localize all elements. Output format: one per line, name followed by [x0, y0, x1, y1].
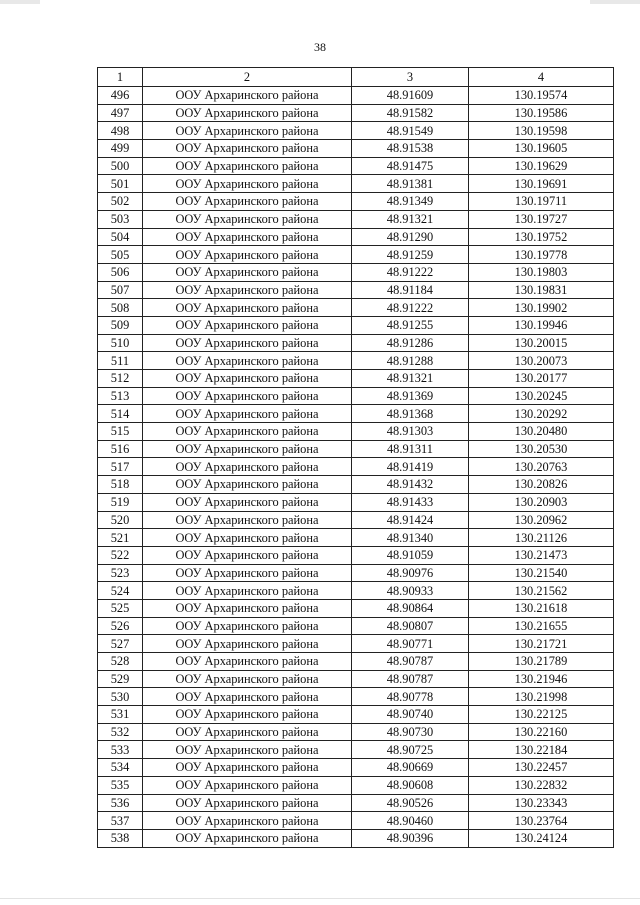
cell-number: 534: [98, 759, 143, 777]
cell-name: ООУ Архаринского района: [143, 210, 352, 228]
cell-longitude: 130.22160: [469, 723, 614, 741]
cell-name: ООУ Архаринского района: [143, 599, 352, 617]
cell-longitude: 130.22457: [469, 759, 614, 777]
cell-number: 535: [98, 776, 143, 794]
page-number: 38: [314, 40, 326, 54]
cell-number: 521: [98, 529, 143, 547]
table-row: [98, 193, 614, 211]
cell-number: 528: [98, 653, 143, 671]
cell-number: 530: [98, 688, 143, 706]
table-row: [98, 122, 614, 140]
cell-latitude: 48.90976: [352, 564, 469, 582]
cell-number: 520: [98, 511, 143, 529]
table-row: [98, 635, 614, 653]
cell-number: 525: [98, 599, 143, 617]
table-row: [98, 670, 614, 688]
table-row: [98, 546, 614, 564]
cell-longitude: 130.22832: [469, 776, 614, 794]
cell-number: 532: [98, 723, 143, 741]
cell-latitude: 48.91424: [352, 511, 469, 529]
cell-name: ООУ Архаринского района: [143, 776, 352, 794]
cell-name: ООУ Архаринского района: [143, 352, 352, 370]
cell-latitude: 48.91419: [352, 458, 469, 476]
cell-name: ООУ Архаринского района: [143, 263, 352, 281]
column-header-latitude: 3: [352, 68, 469, 87]
cell-name: ООУ Архаринского района: [143, 281, 352, 299]
table-row: [98, 564, 614, 582]
cell-name: ООУ Архаринского района: [143, 653, 352, 671]
cell-longitude: 130.20292: [469, 405, 614, 423]
table-row: [98, 511, 614, 529]
cell-longitude: 130.22125: [469, 706, 614, 724]
table-row: [98, 281, 614, 299]
cell-number: 506: [98, 263, 143, 281]
cell-number: 524: [98, 582, 143, 600]
cell-name: ООУ Архаринского района: [143, 635, 352, 653]
cell-name: ООУ Архаринского района: [143, 193, 352, 211]
cell-name: ООУ Архаринского района: [143, 723, 352, 741]
cell-number: 527: [98, 635, 143, 653]
cell-number: 538: [98, 829, 143, 847]
cell-latitude: 48.90864: [352, 599, 469, 617]
cell-name: ООУ Архаринского района: [143, 741, 352, 759]
cell-name: ООУ Архаринского района: [143, 228, 352, 246]
cell-number: 519: [98, 493, 143, 511]
cell-number: 536: [98, 794, 143, 812]
cell-name: ООУ Архаринского района: [143, 493, 352, 511]
cell-latitude: 48.90807: [352, 617, 469, 635]
cell-latitude: 48.90771: [352, 635, 469, 653]
cell-longitude: 130.19598: [469, 122, 614, 140]
cell-latitude: 48.90933: [352, 582, 469, 600]
cell-name: ООУ Архаринского района: [143, 564, 352, 582]
table-row: [98, 759, 614, 777]
cell-number: 537: [98, 812, 143, 830]
cell-number: 523: [98, 564, 143, 582]
cell-name: ООУ Архаринского района: [143, 157, 352, 175]
cell-longitude: 130.19586: [469, 104, 614, 122]
cell-latitude: 48.91303: [352, 423, 469, 441]
cell-number: 505: [98, 246, 143, 264]
cell-latitude: 48.90396: [352, 829, 469, 847]
cell-number: 513: [98, 387, 143, 405]
cell-longitude: 130.20530: [469, 440, 614, 458]
cell-latitude: 48.91368: [352, 405, 469, 423]
cell-name: ООУ Архаринского района: [143, 546, 352, 564]
cell-latitude: 48.91311: [352, 440, 469, 458]
cell-name: ООУ Архаринского района: [143, 476, 352, 494]
cell-longitude: 130.19629: [469, 157, 614, 175]
cell-name: ООУ Архаринского района: [143, 617, 352, 635]
cell-number: 510: [98, 334, 143, 352]
cell-number: 508: [98, 299, 143, 317]
cell-latitude: 48.91259: [352, 246, 469, 264]
table-row: [98, 228, 614, 246]
cell-latitude: 48.90787: [352, 670, 469, 688]
cell-name: ООУ Архаринского района: [143, 812, 352, 830]
cell-number: 522: [98, 546, 143, 564]
table-row: [98, 299, 614, 317]
table-row: [98, 334, 614, 352]
cell-longitude: 130.23764: [469, 812, 614, 830]
cell-longitude: 130.19902: [469, 299, 614, 317]
cell-latitude: 48.90526: [352, 794, 469, 812]
cell-number: 500: [98, 157, 143, 175]
table-row: [98, 741, 614, 759]
cell-longitude: 130.21655: [469, 617, 614, 635]
cell-name: ООУ Архаринского района: [143, 316, 352, 334]
table-row: [98, 210, 614, 228]
cell-longitude: 130.21721: [469, 635, 614, 653]
cell-number: 514: [98, 405, 143, 423]
cell-longitude: 130.19752: [469, 228, 614, 246]
cell-latitude: 48.90460: [352, 812, 469, 830]
cell-name: ООУ Архаринского района: [143, 670, 352, 688]
cell-name: ООУ Архаринского района: [143, 582, 352, 600]
table-row: [98, 493, 614, 511]
cell-latitude: 48.91349: [352, 193, 469, 211]
cell-longitude: 130.19727: [469, 210, 614, 228]
cell-latitude: 48.91290: [352, 228, 469, 246]
cell-latitude: 48.90608: [352, 776, 469, 794]
cell-longitude: 130.21473: [469, 546, 614, 564]
cell-latitude: 48.91321: [352, 210, 469, 228]
cell-number: 515: [98, 423, 143, 441]
cell-longitude: 130.20073: [469, 352, 614, 370]
cell-number: 533: [98, 741, 143, 759]
table-row: [98, 387, 614, 405]
cell-longitude: 130.21789: [469, 653, 614, 671]
cell-latitude: 48.91286: [352, 334, 469, 352]
table-row: [98, 653, 614, 671]
cell-longitude: 130.19574: [469, 87, 614, 105]
table-row: [98, 723, 614, 741]
cell-longitude: 130.20245: [469, 387, 614, 405]
cell-number: 531: [98, 706, 143, 724]
cell-latitude: 48.91222: [352, 299, 469, 317]
table-row: [98, 794, 614, 812]
cell-latitude: 48.91381: [352, 175, 469, 193]
cell-number: 507: [98, 281, 143, 299]
cell-longitude: 130.19691: [469, 175, 614, 193]
cell-longitude: 130.21998: [469, 688, 614, 706]
table-body: [98, 87, 614, 848]
cell-latitude: 48.91369: [352, 387, 469, 405]
table-row: [98, 617, 614, 635]
cell-longitude: 130.21540: [469, 564, 614, 582]
table-row: [98, 316, 614, 334]
cell-longitude: 130.21618: [469, 599, 614, 617]
scan-edge-bottom: [0, 898, 640, 905]
cell-longitude: 130.20177: [469, 370, 614, 388]
scan-edge-top: [0, 0, 640, 4]
cell-number: 499: [98, 140, 143, 158]
cell-number: 496: [98, 87, 143, 105]
table-row: [98, 140, 614, 158]
cell-longitude: 130.21946: [469, 670, 614, 688]
cell-longitude: 130.21126: [469, 529, 614, 547]
cell-number: 512: [98, 370, 143, 388]
cell-latitude: 48.90725: [352, 741, 469, 759]
table-row: [98, 688, 614, 706]
cell-number: 518: [98, 476, 143, 494]
table-row: [98, 440, 614, 458]
table-header-row: [98, 68, 614, 87]
cell-latitude: 48.90740: [352, 706, 469, 724]
cell-latitude: 48.91321: [352, 370, 469, 388]
cell-name: ООУ Архаринского района: [143, 829, 352, 847]
table-row: [98, 582, 614, 600]
cell-longitude: 130.20480: [469, 423, 614, 441]
cell-longitude: 130.20903: [469, 493, 614, 511]
cell-latitude: 48.90669: [352, 759, 469, 777]
cell-number: 516: [98, 440, 143, 458]
cell-longitude: 130.19778: [469, 246, 614, 264]
cell-number: 509: [98, 316, 143, 334]
cell-longitude: 130.19605: [469, 140, 614, 158]
cell-name: ООУ Архаринского района: [143, 246, 352, 264]
cell-name: ООУ Архаринского района: [143, 370, 352, 388]
cell-latitude: 48.91475: [352, 157, 469, 175]
cell-name: ООУ Архаринского района: [143, 104, 352, 122]
cell-name: ООУ Архаринского района: [143, 458, 352, 476]
cell-number: 526: [98, 617, 143, 635]
cell-longitude: 130.19831: [469, 281, 614, 299]
cell-longitude: 130.22184: [469, 741, 614, 759]
cell-longitude: 130.20826: [469, 476, 614, 494]
column-header-longitude: 4: [469, 68, 614, 87]
cell-name: ООУ Архаринского района: [143, 706, 352, 724]
cell-name: ООУ Архаринского района: [143, 175, 352, 193]
cell-name: ООУ Архаринского района: [143, 759, 352, 777]
cell-name: ООУ Архаринского района: [143, 688, 352, 706]
table-row: [98, 599, 614, 617]
table-row: [98, 175, 614, 193]
table-row: [98, 423, 614, 441]
table-row: [98, 104, 614, 122]
cell-longitude: 130.23343: [469, 794, 614, 812]
cell-latitude: 48.91222: [352, 263, 469, 281]
cell-name: ООУ Архаринского района: [143, 529, 352, 547]
table-row: [98, 776, 614, 794]
cell-name: ООУ Архаринского района: [143, 122, 352, 140]
cell-longitude: 130.20962: [469, 511, 614, 529]
cell-latitude: 48.91432: [352, 476, 469, 494]
cell-longitude: 130.19711: [469, 193, 614, 211]
table-row: [98, 476, 614, 494]
cell-latitude: 48.91184: [352, 281, 469, 299]
cell-name: ООУ Архаринского района: [143, 334, 352, 352]
cell-number: 497: [98, 104, 143, 122]
cell-number: 517: [98, 458, 143, 476]
cell-name: ООУ Архаринского района: [143, 511, 352, 529]
cell-latitude: 48.90730: [352, 723, 469, 741]
table-row: [98, 263, 614, 281]
cell-latitude: 48.90787: [352, 653, 469, 671]
table-row: [98, 829, 614, 847]
cell-number: 511: [98, 352, 143, 370]
cell-longitude: 130.24124: [469, 829, 614, 847]
cell-number: 504: [98, 228, 143, 246]
cell-number: 501: [98, 175, 143, 193]
table-row: [98, 706, 614, 724]
cell-number: 503: [98, 210, 143, 228]
cell-latitude: 48.91433: [352, 493, 469, 511]
table-row: [98, 157, 614, 175]
table-row: [98, 529, 614, 547]
cell-name: ООУ Архаринского района: [143, 299, 352, 317]
cell-name: ООУ Архаринского района: [143, 423, 352, 441]
cell-latitude: 48.91549: [352, 122, 469, 140]
cell-name: ООУ Архаринского района: [143, 140, 352, 158]
table-row: [98, 352, 614, 370]
cell-number: 498: [98, 122, 143, 140]
cell-name: ООУ Архаринского района: [143, 387, 352, 405]
cell-longitude: 130.20763: [469, 458, 614, 476]
cell-latitude: 48.91582: [352, 104, 469, 122]
cell-name: ООУ Архаринского района: [143, 87, 352, 105]
cell-latitude: 48.91059: [352, 546, 469, 564]
table-row: [98, 458, 614, 476]
table-row: [98, 246, 614, 264]
cell-latitude: 48.91288: [352, 352, 469, 370]
cell-latitude: 48.91255: [352, 316, 469, 334]
cell-name: ООУ Архаринского района: [143, 794, 352, 812]
cell-longitude: 130.19946: [469, 316, 614, 334]
cell-number: 502: [98, 193, 143, 211]
cell-latitude: 48.91609: [352, 87, 469, 105]
table-row: [98, 370, 614, 388]
table-row: [98, 87, 614, 105]
table-row: [98, 812, 614, 830]
cell-longitude: 130.20015: [469, 334, 614, 352]
cell-name: ООУ Архаринского района: [143, 440, 352, 458]
cell-name: ООУ Архаринского района: [143, 405, 352, 423]
column-header-name: 2: [143, 68, 352, 87]
cell-latitude: 48.91340: [352, 529, 469, 547]
cell-number: 529: [98, 670, 143, 688]
cell-longitude: 130.19803: [469, 263, 614, 281]
cell-latitude: 48.90778: [352, 688, 469, 706]
coordinates-table: [97, 67, 614, 848]
cell-latitude: 48.91538: [352, 140, 469, 158]
cell-longitude: 130.21562: [469, 582, 614, 600]
column-header-number: 1: [98, 68, 143, 87]
table-row: [98, 405, 614, 423]
